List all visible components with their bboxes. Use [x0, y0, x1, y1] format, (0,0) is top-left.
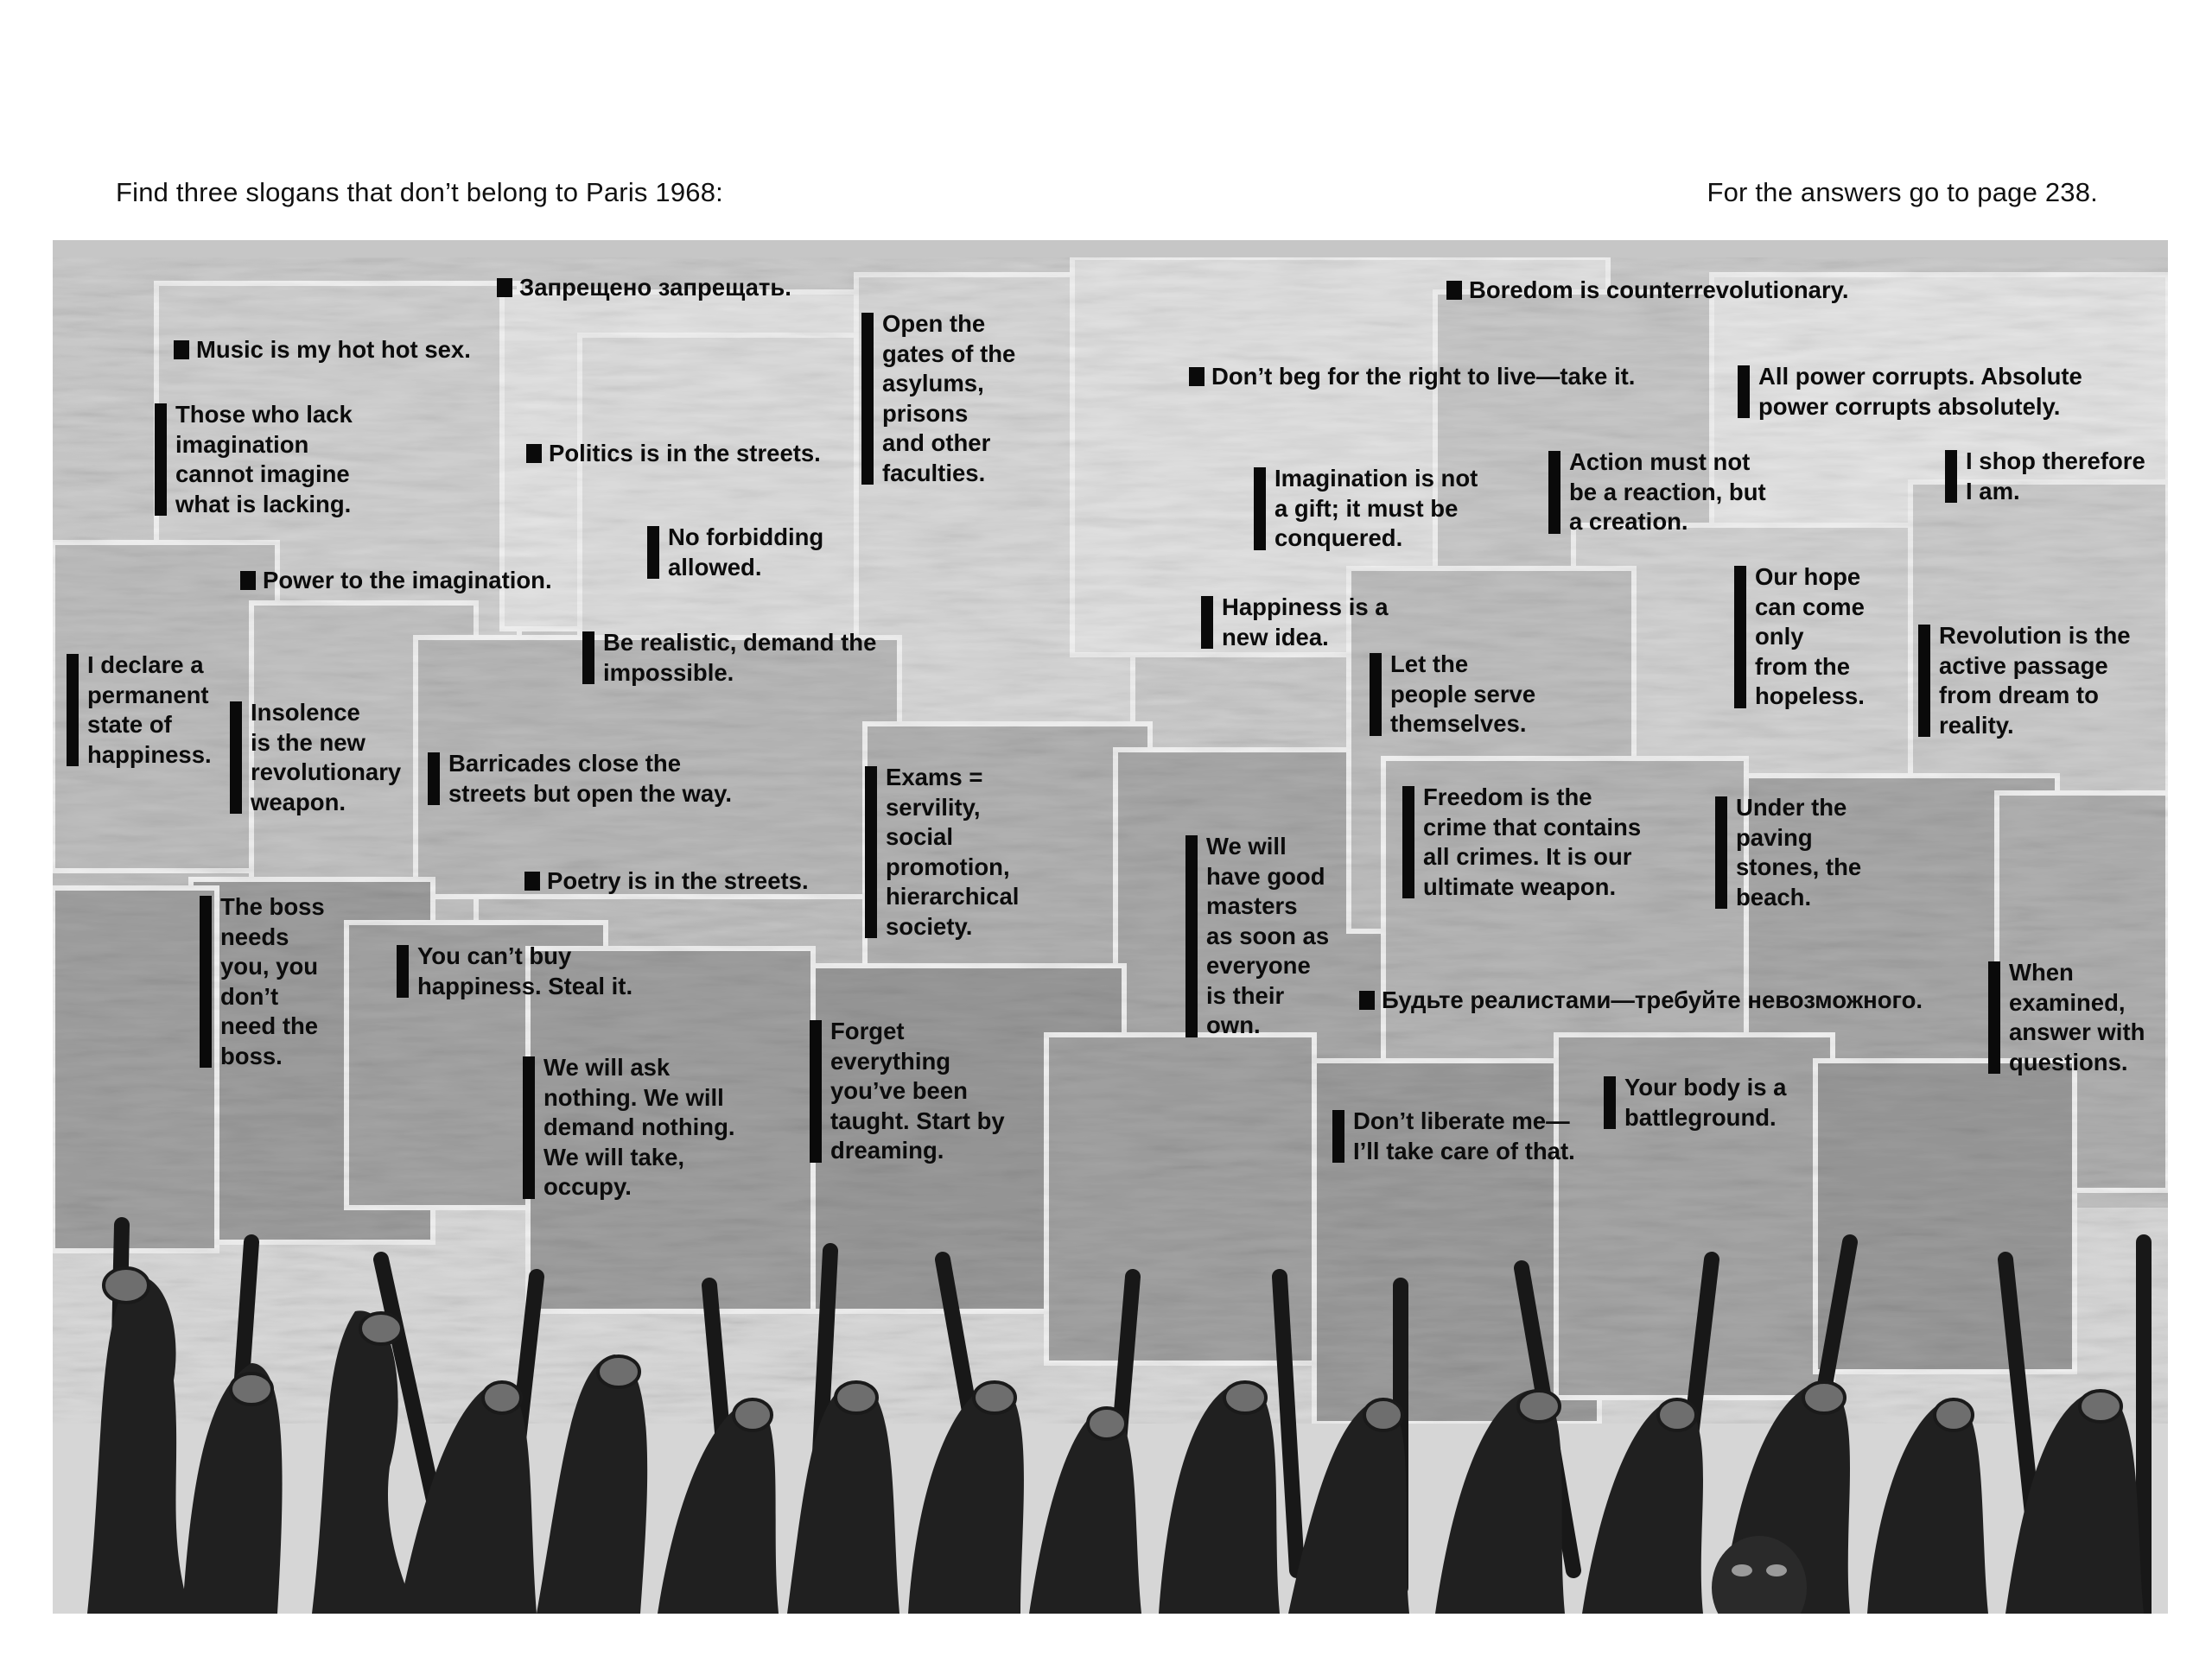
slogan: Open the gates of the asylums, prisons and other faculties. [861, 309, 1015, 488]
slogan: Poetry is in the streets. [524, 866, 809, 897]
protest-painting [53, 240, 2168, 1614]
slogan: All power corrupts. Absolute power corrupts absolutely. [1738, 362, 2082, 422]
slogan: Будьте реалистами—требуйте невозможного. [1359, 986, 1923, 1016]
slogan: Our hope can come only from the hopeless. [1734, 562, 1865, 712]
slogan: Freedom is the crime that contains all crimes. It is our ultimate weapon. [1402, 783, 1641, 902]
slogan: I declare a permanent state of happiness. [67, 650, 212, 770]
slogan: When examined, answer with questions. [1988, 958, 2145, 1077]
answers-page-note: For the answers go to page 238. [1707, 177, 2098, 207]
slogan: Forget everything you’ve been taught. Start by dreaming. [810, 1017, 1005, 1166]
slogan: Those who lack imagination cannot imagine what is lacking. [155, 400, 353, 519]
slogan: Barricades close the streets but open the way. [428, 749, 732, 809]
slogan: Revolution is the active passage from dream to reality. [1918, 621, 2131, 740]
slogan: Exams = servility, social promotion, hierarchical society. [865, 763, 1019, 942]
slogan: Happiness is a new idea. [1201, 593, 1389, 652]
slogan: We will have good masters as soon as everyone is their own. [1185, 832, 1329, 1041]
slogan: Boredom is counterrevolutionary. [1446, 276, 1849, 306]
slogan: Let the people serve themselves. [1370, 650, 1535, 739]
slogan: The boss needs you, you don’t need the boss. [200, 892, 325, 1071]
slogan: Power to the imagination. [240, 566, 552, 596]
slogan: We will ask nothing. We will demand nothing. We will take, occupy. [523, 1053, 735, 1202]
slogan: Don’t liberate me— I’ll take care of that. [1332, 1107, 1575, 1166]
slogan: I shop therefore I am. [1945, 447, 2145, 506]
slogan: Be realistic, demand the impossible. [582, 628, 876, 688]
slogan: Imagination is not a gift; it must be conquered. [1254, 464, 1478, 554]
slogan: Action must not be a reaction, but a creation. [1548, 447, 1766, 537]
slogan: You can’t buy happiness. Steal it. [397, 942, 632, 1001]
protest-crowd-painting-icon [53, 240, 2168, 1614]
slogan: Запрещено запрещать. [497, 273, 791, 303]
slogan: Don’t beg for the right to live—take it. [1189, 362, 1635, 392]
slogan: Your body is a battleground. [1604, 1073, 1786, 1132]
slogan: Music is my hot hot sex. [174, 335, 471, 365]
slogan: Politics is in the streets. [526, 439, 821, 469]
slogan: Insolence is the new revolutionary weapon. [230, 698, 401, 817]
slogan: Under the paving stones, the beach. [1715, 793, 1861, 912]
slogan: No forbidding allowed. [647, 523, 823, 582]
instruction-text: Find three slogans that don’t belong to Paris 1968: [116, 177, 723, 207]
